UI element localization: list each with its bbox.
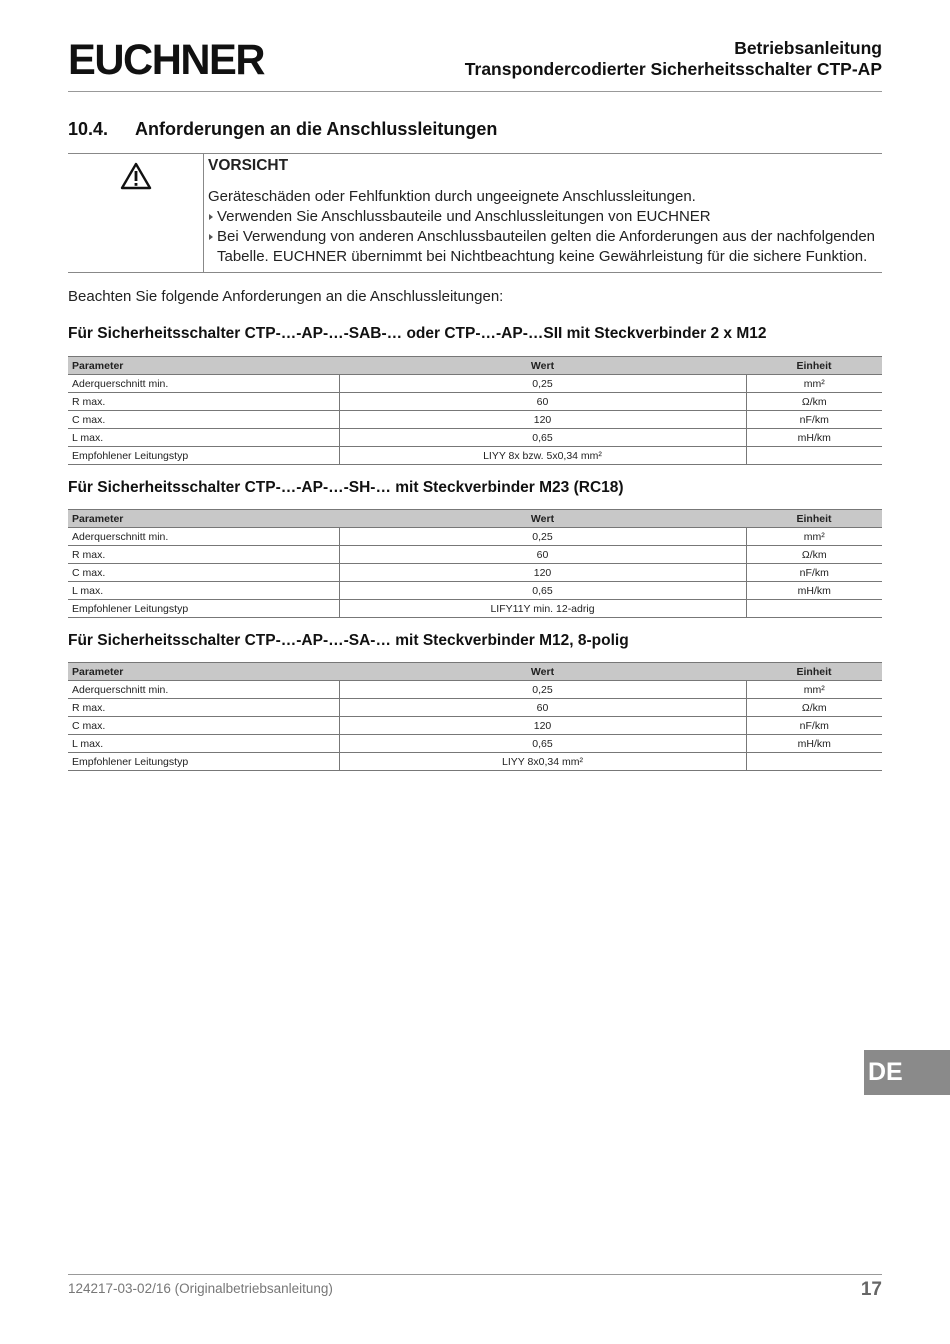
table-row xyxy=(68,564,882,582)
document-header-title xyxy=(465,38,882,80)
column-header: Wert xyxy=(339,357,746,375)
value-cell: LIFY11Y min. 12-adrig xyxy=(339,600,746,618)
unit-cell: nF/km xyxy=(746,717,882,735)
warning-triangle-icon xyxy=(120,162,152,190)
value-cell: 0,65 xyxy=(339,582,746,600)
param-cell: Aderquerschnitt min. xyxy=(68,375,339,393)
table-row xyxy=(68,393,882,411)
unit-cell: mm² xyxy=(746,375,882,393)
param-cell: Empfohlener Leitungstyp xyxy=(68,753,339,771)
section-title: Anforderungen an die Anschlussleitungen xyxy=(135,119,498,139)
header-title-line1: Betriebsanleitung xyxy=(734,38,882,58)
param-cell: Empfohlener Leitungstyp xyxy=(68,447,339,465)
param-cell: R max. xyxy=(68,546,339,564)
section-number: 10.4. xyxy=(68,119,109,139)
value-cell: 120 xyxy=(339,717,746,735)
bullet-arrow-icon xyxy=(209,214,213,220)
unit-cell: mH/km xyxy=(746,429,882,447)
euchner-logo: EUCHNER xyxy=(68,36,265,84)
page-number: 17 xyxy=(860,1279,882,1300)
table-row xyxy=(68,411,882,429)
param-cell: Aderquerschnitt min. xyxy=(68,681,339,699)
value-cell: 0,25 xyxy=(339,528,746,546)
spec-table-3 xyxy=(68,662,882,771)
bullet-arrow-icon xyxy=(209,234,213,240)
unit-cell xyxy=(746,753,882,771)
table-row xyxy=(68,447,882,465)
table-row xyxy=(68,600,882,618)
param-cell: L max. xyxy=(68,735,339,753)
header-title-line2: Transpondercodierter Sicherheitsschalter CTP-AP xyxy=(464,59,882,79)
value-cell: 0,65 xyxy=(339,735,746,753)
intro-text: Beachten Sie folgende Anforderungen an die Anschlussleitungen: xyxy=(68,288,504,305)
footer-divider xyxy=(68,1274,882,1275)
param-cell: C max. xyxy=(68,564,339,582)
param-cell: L max. xyxy=(68,429,339,447)
caution-intro: Geräteschäden oder Fehlfunktion durch ungeeignete Anschlussleitungen. xyxy=(208,188,696,205)
spec-table-2 xyxy=(68,509,882,618)
unit-cell: Ω/km xyxy=(746,546,882,564)
unit-cell xyxy=(746,600,882,618)
column-header: Einheit xyxy=(746,663,882,681)
column-header: Parameter xyxy=(68,663,339,681)
caution-heading: VORSICHT xyxy=(208,157,289,174)
table-2-title: Für Sicherheitsschalter CTP-…-AP-…-SH-… mit Steckverbinder M23 (RC18) xyxy=(68,479,624,496)
table-header-row xyxy=(68,357,882,375)
caution-bullet-text: Bei Verwendung von anderen Anschlussbauteilen gelten die Anforderungen aus der nachfolgenden Tabelle. EUCHNER übernimmt bei Nichtbeachtung keine Gewährleistung für die sichere Funktion. xyxy=(217,228,876,265)
unit-cell: nF/km xyxy=(746,411,882,429)
caution-bullet xyxy=(208,207,878,227)
table-3-title: Für Sicherheitsschalter CTP-…-AP-…-SA-… mit Steckverbinder M12, 8-polig xyxy=(68,632,629,649)
unit-cell: mm² xyxy=(746,528,882,546)
table-row xyxy=(68,375,882,393)
header-divider xyxy=(68,91,882,92)
param-cell: Empfohlener Leitungstyp xyxy=(68,600,339,618)
unit-cell: Ω/km xyxy=(746,393,882,411)
table-row xyxy=(68,699,882,717)
spec-table-1 xyxy=(68,356,882,465)
caution-icon-cell xyxy=(68,154,204,272)
value-cell: LIYY 8x bzw. 5x0,34 mm² xyxy=(339,447,746,465)
language-tab: DE xyxy=(864,1050,950,1095)
param-cell: L max. xyxy=(68,582,339,600)
unit-cell: mH/km xyxy=(746,735,882,753)
table-row xyxy=(68,528,882,546)
table-row xyxy=(68,546,882,564)
footer-document-number: 124217-03-02/16 (Originalbetriebsanleitung) xyxy=(68,1281,333,1296)
caution-box xyxy=(68,153,882,273)
value-cell: 60 xyxy=(339,699,746,717)
table-header-row xyxy=(68,663,882,681)
unit-cell: mm² xyxy=(746,681,882,699)
unit-cell: Ω/km xyxy=(746,699,882,717)
param-cell: R max. xyxy=(68,699,339,717)
value-cell: LIYY 8x0,34 mm² xyxy=(339,753,746,771)
table-row xyxy=(68,582,882,600)
column-header: Einheit xyxy=(746,357,882,375)
table-row xyxy=(68,681,882,699)
value-cell: 0,65 xyxy=(339,429,746,447)
caution-text xyxy=(208,154,878,267)
table-1-title: Für Sicherheitsschalter CTP-…-AP-…-SAB-… oder CTP-…-AP-…SII mit Steckverbinder 2 x M12 xyxy=(68,325,767,342)
value-cell: 120 xyxy=(339,564,746,582)
unit-cell: nF/km xyxy=(746,564,882,582)
section-heading xyxy=(68,119,497,140)
caution-bullet-text: Verwenden Sie Anschlussbauteile und Anschlussleitungen von EUCHNER xyxy=(217,208,711,225)
unit-cell: mH/km xyxy=(746,582,882,600)
value-cell: 0,25 xyxy=(339,375,746,393)
param-cell: C max. xyxy=(68,411,339,429)
caution-bullet xyxy=(208,227,878,267)
value-cell: 60 xyxy=(339,393,746,411)
table-row xyxy=(68,717,882,735)
param-cell: C max. xyxy=(68,717,339,735)
param-cell: R max. xyxy=(68,393,339,411)
value-cell: 60 xyxy=(339,546,746,564)
column-header: Parameter xyxy=(68,357,339,375)
column-header: Parameter xyxy=(68,510,339,528)
unit-cell xyxy=(746,447,882,465)
value-cell: 120 xyxy=(339,411,746,429)
table-row xyxy=(68,429,882,447)
table-header-row xyxy=(68,510,882,528)
column-header: Wert xyxy=(339,510,746,528)
table-row xyxy=(68,735,882,753)
column-header: Einheit xyxy=(746,510,882,528)
column-header: Wert xyxy=(339,663,746,681)
value-cell: 0,25 xyxy=(339,681,746,699)
table-row xyxy=(68,753,882,771)
param-cell: Aderquerschnitt min. xyxy=(68,528,339,546)
